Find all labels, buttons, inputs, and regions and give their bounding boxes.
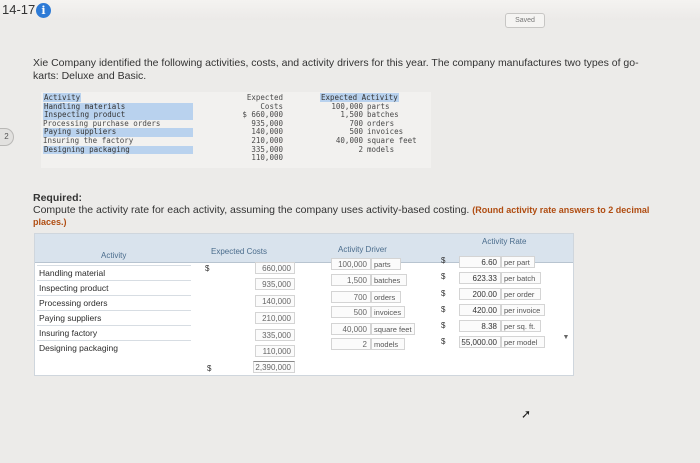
driver-qty-input[interactable]: 500	[331, 306, 371, 318]
cost-input[interactable]: 210,000	[255, 312, 295, 324]
givens-qty-column	[323, 103, 363, 155]
rate-input[interactable]: 6.60	[459, 256, 501, 268]
driver-qty-input[interactable]: 1,500	[331, 274, 371, 286]
givens-row-activity: Processing purchase orders	[43, 118, 161, 128]
header-costs: Expected Costs	[211, 247, 268, 256]
dollar-sign: $	[207, 364, 212, 373]
driver-unit: parts	[371, 258, 401, 270]
activity-name: Handling material	[37, 265, 191, 280]
header-driver: Activity Driver	[338, 245, 387, 254]
dollar-sign: $	[205, 264, 210, 273]
rate-unit: per invoice	[501, 304, 545, 316]
side-tab[interactable]: 2	[0, 128, 14, 146]
cost-input[interactable]: 660,000	[255, 262, 295, 274]
rate-unit: per sq. ft.	[501, 320, 541, 332]
givens-row-qty: 1,500	[340, 110, 363, 120]
activity-name: Paying suppliers	[37, 310, 191, 325]
givens-row-cost: $ 660,000	[242, 110, 283, 120]
rate-input[interactable]: 55,000.00	[459, 336, 501, 348]
driver-qty-input[interactable]: 700	[331, 291, 371, 303]
cost-input[interactable]: 335,000	[255, 329, 295, 341]
intro-text: Xie Company identified the following activities, costs, and activity drivers for this year. The company manufactures two types of go-karts: Deluxe and Basic.	[33, 57, 639, 82]
givens-row-cost: 335,000	[251, 144, 283, 154]
givens-row-driver: batches	[367, 110, 399, 120]
required-title: Required:	[33, 192, 83, 204]
activity-rate-table	[34, 233, 574, 376]
header-activity: Activity	[101, 251, 127, 260]
required-section	[33, 192, 673, 228]
rate-unit: per order	[501, 288, 541, 300]
rate-unit: per model	[501, 336, 545, 348]
givens-driver-column	[367, 103, 427, 155]
dollar-sign: $	[441, 256, 446, 265]
driver-qty-input[interactable]: 40,000	[331, 323, 371, 335]
saved-button[interactable]: Saved	[505, 13, 545, 28]
givens-row-driver: orders	[367, 118, 395, 128]
driver-unit: batches	[371, 274, 407, 286]
rate-input[interactable]: 200.00	[459, 288, 501, 300]
driver-qty-input[interactable]: 100,000	[331, 258, 371, 270]
mouse-cursor-icon: ➚	[521, 407, 532, 421]
givens-cost-column	[223, 94, 283, 163]
dollar-sign: $	[441, 289, 446, 298]
total-cost: 2,390,000	[253, 361, 295, 373]
givens-row-driver: parts	[367, 101, 390, 111]
required-text: Compute the activity rate for each activity, assuming the company uses activity-based costing.	[33, 204, 470, 216]
driver-unit: orders	[371, 291, 401, 303]
activity-name: Processing orders	[37, 295, 191, 310]
givens-row-activity: Handling materials	[43, 103, 193, 112]
givens-row-qty: 700	[349, 118, 363, 128]
dollar-sign: $	[441, 272, 446, 281]
driver-unit: square feet	[371, 323, 415, 335]
rate-input[interactable]: 420.00	[459, 304, 501, 316]
givens-activity-column	[43, 94, 193, 154]
givens-row-cost: 210,000	[251, 135, 283, 145]
activity-name: Designing packaging	[37, 340, 191, 355]
rate-input[interactable]: 623.33	[459, 272, 501, 284]
header-rate: Activity Rate	[482, 237, 527, 246]
rate-unit: per part	[501, 256, 535, 268]
driver-unit: models	[371, 338, 405, 350]
dollar-sign: $	[441, 305, 446, 314]
givens-row-driver: square feet	[367, 135, 417, 145]
rate-input[interactable]: 8.38	[459, 320, 501, 332]
givens-row-driver: models	[367, 144, 395, 154]
givens-row-activity: Inspecting product	[43, 111, 193, 120]
givens-row-cost: 110,000	[251, 153, 283, 163]
givens-header-costs: Expected Costs	[246, 93, 283, 111]
givens-row-qty: 40,000	[335, 135, 363, 145]
givens-header-driver: Expected Activity	[321, 93, 398, 102]
activity-name: Insuring factory	[37, 325, 191, 340]
givens-row-qty: 2	[358, 144, 363, 154]
cost-input[interactable]: 110,000	[255, 345, 295, 357]
info-icon[interactable]: i	[36, 3, 51, 18]
dollar-sign: $	[441, 321, 446, 330]
givens-row-cost: 935,000	[251, 118, 283, 128]
activity-name: Inspecting product	[37, 280, 191, 295]
problem-number: 14-17	[2, 2, 36, 17]
givens-row-qty: 100,000	[331, 101, 363, 111]
givens-table-image	[41, 92, 431, 168]
driver-qty-input[interactable]: 2	[331, 338, 371, 350]
cost-input[interactable]: 935,000	[255, 278, 295, 290]
driver-unit: invoices	[371, 306, 405, 318]
cost-input[interactable]: 140,000	[255, 295, 295, 307]
givens-row-driver: invoices	[367, 127, 404, 137]
rate-unit: per batch	[501, 272, 541, 284]
chevron-down-icon[interactable]: ▼	[562, 334, 570, 341]
givens-row-activity: Insuring the factory	[43, 135, 134, 145]
required-note: (Round activity rate answers to 2 decimal places.)	[33, 205, 650, 227]
top-bar	[0, 0, 700, 20]
givens-row-qty: 500	[349, 127, 363, 137]
givens-row-activity: Paying suppliers	[43, 128, 193, 137]
givens-header-activity: Activity	[44, 93, 81, 102]
givens-row-activity: Designing packaging	[43, 146, 193, 155]
givens-row-cost: 140,000	[251, 127, 283, 137]
dollar-sign: $	[441, 337, 446, 346]
